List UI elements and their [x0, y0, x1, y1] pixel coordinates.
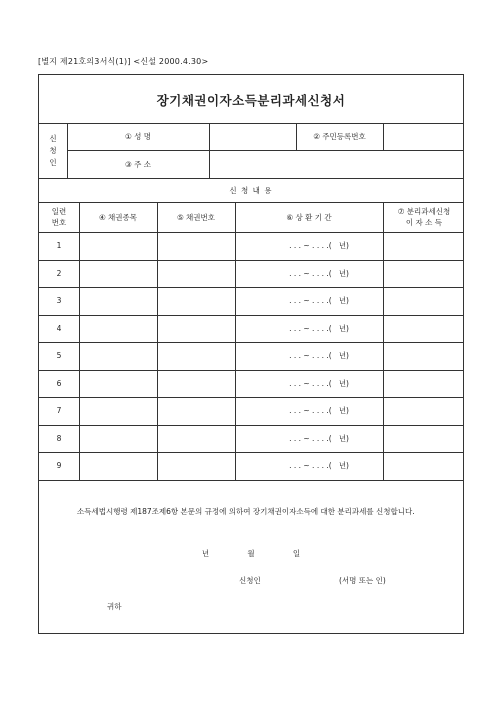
declaration-text: 소득세법시행령 제187조제6항 본문의 규정에 의하여 장기채권이자소득에 대한 분리과세를 신청합니다. [77, 507, 415, 516]
bond-type-field[interactable] [79, 370, 157, 398]
interest-field[interactable] [383, 260, 465, 288]
row-number: 3 [56, 296, 62, 306]
signer-label: 신청인 [239, 576, 261, 585]
id-number-field[interactable] [383, 123, 465, 150]
bond-number-field[interactable] [157, 287, 235, 315]
application-form [38, 74, 464, 634]
bond-number-field[interactable] [157, 315, 235, 343]
period-field[interactable]: . . . ~ . . . .( 년) [289, 323, 349, 333]
form-title: 장기채권이자소득분리과세신청서 [156, 93, 346, 108]
row-number: 2 [56, 268, 62, 278]
bond-number-field[interactable] [157, 370, 235, 398]
column-header-period: ⑥ 상 환 기 간 [286, 212, 332, 222]
bond-type-field[interactable] [79, 342, 157, 370]
interest-field[interactable] [383, 425, 465, 453]
column-header-bond-number: ⑤ 채권번호 [176, 212, 216, 222]
row-number: 1 [56, 241, 62, 251]
bond-number-field[interactable] [157, 260, 235, 288]
interest-field[interactable] [383, 397, 465, 425]
period-field[interactable]: . . . ~ . . . .( 년) [289, 461, 349, 471]
interest-field[interactable] [383, 452, 465, 480]
date-line: 년 월 일 [201, 549, 301, 558]
period-field[interactable]: . . . ~ . . . .( 년) [289, 351, 349, 361]
bond-type-field[interactable] [79, 260, 157, 288]
bond-type-field[interactable] [79, 397, 157, 425]
address-label: ③ 주 소 [125, 159, 151, 169]
interest-field[interactable] [383, 370, 465, 398]
row-number: 6 [56, 378, 62, 388]
column-header-serial: 일련 번호 [51, 207, 67, 227]
interest-field[interactable] [383, 315, 465, 343]
bond-number-field[interactable] [157, 342, 235, 370]
divider [39, 480, 463, 481]
period-field[interactable]: . . . ~ . . . .( 년) [289, 268, 349, 278]
bond-type-field[interactable] [79, 287, 157, 315]
interest-field[interactable] [383, 232, 465, 260]
column-header-interest: ⑦ 분리과세신청 이 자 소 득 [397, 207, 451, 227]
bond-number-field[interactable] [157, 452, 235, 480]
bond-number-field[interactable] [157, 425, 235, 453]
details-table [39, 202, 463, 480]
bond-type-field[interactable] [79, 315, 157, 343]
period-field[interactable]: . . . ~ . . . .( 년) [289, 296, 349, 306]
period-field[interactable]: . . . ~ . . . .( 년) [289, 406, 349, 416]
bond-type-field[interactable] [79, 452, 157, 480]
applicant-section-label: 신 청 인 [49, 133, 57, 167]
signature-hint: (서명 또는 인) [339, 576, 386, 585]
details-section-label: 신 청 내 용 [229, 185, 273, 195]
bond-number-field[interactable] [157, 397, 235, 425]
column-header-bond-type: ④ 채권종목 [98, 212, 138, 222]
recipient-label: 귀하 [107, 602, 122, 611]
interest-field[interactable] [383, 287, 465, 315]
id-number-label: ② 주민등록번호 [313, 132, 366, 141]
interest-field[interactable] [383, 342, 465, 370]
name-label: ① 성 명 [125, 132, 151, 141]
address-field[interactable] [209, 150, 465, 178]
bond-number-field[interactable] [157, 232, 235, 260]
row-number: 4 [56, 323, 62, 333]
bond-type-field[interactable] [79, 425, 157, 453]
row-number: 8 [56, 433, 62, 443]
bond-type-field[interactable] [79, 232, 157, 260]
row-number: 9 [56, 461, 62, 471]
period-field[interactable]: . . . ~ . . . .( 년) [289, 378, 349, 388]
row-number: 5 [56, 351, 62, 361]
row-number: 7 [56, 406, 62, 416]
name-field[interactable] [209, 123, 296, 150]
period-field[interactable]: . . . ~ . . . .( 년) [289, 433, 349, 443]
form-header: [별지 제21호의3서식(1)] <신설 2000.4.30> [38, 57, 209, 66]
period-field[interactable]: . . . ~ . . . .( 년) [289, 241, 349, 251]
